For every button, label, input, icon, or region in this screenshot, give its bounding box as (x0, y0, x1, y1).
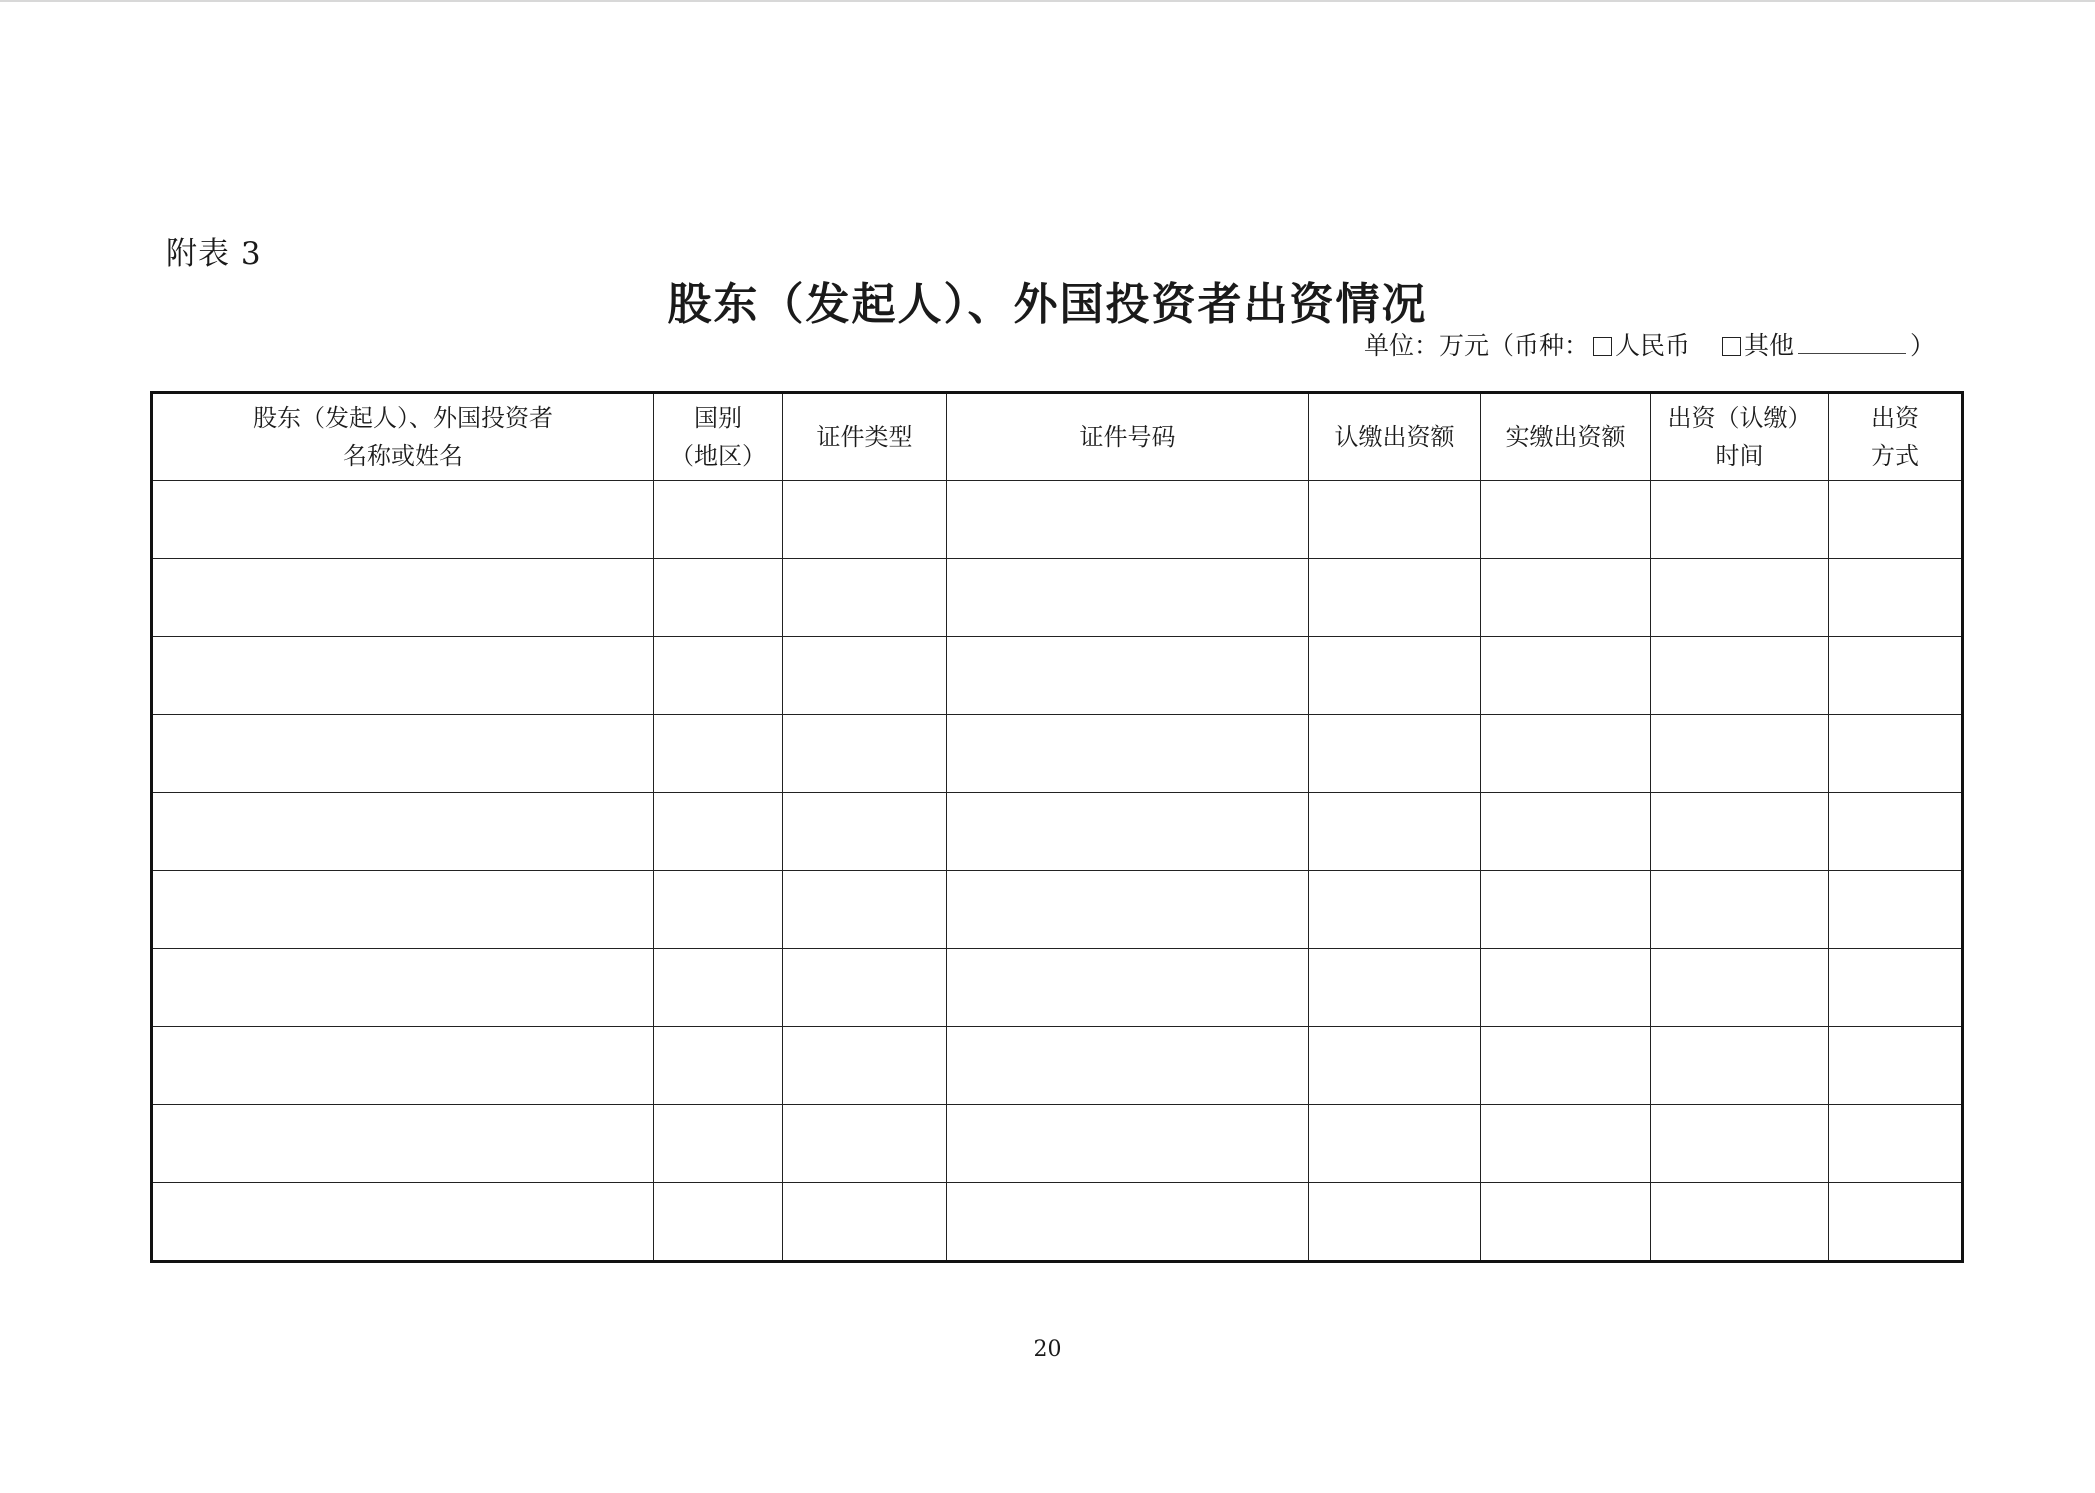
contribution-table (150, 391, 1964, 1263)
cell-shareholder-name[interactable] (152, 637, 654, 715)
cell-subscribed-amount[interactable] (1309, 1183, 1481, 1262)
cell-country[interactable] (654, 1183, 783, 1262)
unit-prefix: 单位：万元（币种： (1363, 331, 1589, 360)
table-row (152, 793, 1963, 871)
table-row (152, 871, 1963, 949)
table-row (152, 949, 1963, 1027)
cell-id-type[interactable] (783, 949, 947, 1027)
header-country: 国别 （地区） (654, 393, 783, 481)
cell-contribution-method[interactable] (1829, 1105, 1963, 1183)
cell-country[interactable] (654, 1027, 783, 1105)
cell-id-number[interactable] (947, 949, 1309, 1027)
cell-id-number[interactable] (947, 1183, 1309, 1262)
cell-subscribed-amount[interactable] (1309, 793, 1481, 871)
scan-edge (0, 0, 2095, 2)
cell-shareholder-name[interactable] (152, 559, 654, 637)
cell-id-number[interactable] (947, 481, 1309, 559)
cell-paid-amount[interactable] (1481, 481, 1651, 559)
cell-id-type[interactable] (783, 715, 947, 793)
header-contribution-method: 出资 方式 (1829, 393, 1963, 481)
header-id-number: 证件号码 (947, 393, 1309, 481)
cell-country[interactable] (654, 715, 783, 793)
cell-contribution-time[interactable] (1651, 715, 1829, 793)
cell-contribution-time[interactable] (1651, 1183, 1829, 1262)
page-number: 20 (1033, 1337, 1062, 1362)
cell-id-type[interactable] (783, 871, 947, 949)
cell-contribution-method[interactable] (1829, 1027, 1963, 1105)
cell-subscribed-amount[interactable] (1309, 715, 1481, 793)
table-row (152, 715, 1963, 793)
cell-contribution-time[interactable] (1651, 793, 1829, 871)
cell-id-type[interactable] (783, 481, 947, 559)
cell-paid-amount[interactable] (1481, 1105, 1651, 1183)
cell-subscribed-amount[interactable] (1309, 637, 1481, 715)
cell-subscribed-amount[interactable] (1309, 1027, 1481, 1105)
cell-paid-amount[interactable] (1481, 637, 1651, 715)
cell-paid-amount[interactable] (1481, 949, 1651, 1027)
cell-country[interactable] (654, 637, 783, 715)
unit-line (1364, 326, 1935, 362)
cell-contribution-time[interactable] (1651, 871, 1829, 949)
cell-country[interactable] (654, 559, 783, 637)
cell-paid-amount[interactable] (1481, 715, 1651, 793)
cell-id-number[interactable] (947, 715, 1309, 793)
cell-country[interactable] (654, 793, 783, 871)
cell-subscribed-amount[interactable] (1309, 559, 1481, 637)
cell-id-number[interactable] (947, 871, 1309, 949)
cell-contribution-time[interactable] (1651, 949, 1829, 1027)
header-paid-amount: 实缴出资额 (1481, 393, 1651, 481)
cell-subscribed-amount[interactable] (1309, 1105, 1481, 1183)
cell-id-type[interactable] (783, 637, 947, 715)
other-currency-blank[interactable] (1798, 331, 1906, 354)
cell-id-type[interactable] (783, 1105, 947, 1183)
table-row (152, 1105, 1963, 1183)
cell-paid-amount[interactable] (1481, 559, 1651, 637)
cell-id-type[interactable] (783, 1183, 947, 1262)
cell-shareholder-name[interactable] (152, 1027, 654, 1105)
page-title: 股东（发起人）、外国投资者出资情况 (667, 279, 1428, 330)
cell-id-number[interactable] (947, 637, 1309, 715)
cell-id-number[interactable] (947, 559, 1309, 637)
cell-id-type[interactable] (783, 559, 947, 637)
cell-country[interactable] (654, 1105, 783, 1183)
cell-subscribed-amount[interactable] (1309, 949, 1481, 1027)
cell-shareholder-name[interactable] (152, 871, 654, 949)
cell-contribution-method[interactable] (1829, 715, 1963, 793)
cell-id-number[interactable] (947, 793, 1309, 871)
cell-contribution-time[interactable] (1651, 1105, 1829, 1183)
cell-country[interactable] (654, 871, 783, 949)
header-subscribed-amount: 认缴出资额 (1309, 393, 1481, 481)
rmb-checkbox[interactable] (1593, 337, 1612, 356)
cell-shareholder-name[interactable] (152, 949, 654, 1027)
cell-country[interactable] (654, 481, 783, 559)
cell-contribution-method[interactable] (1829, 1183, 1963, 1262)
cell-id-number[interactable] (947, 1105, 1309, 1183)
table-row (152, 637, 1963, 715)
cell-contribution-method[interactable] (1829, 559, 1963, 637)
table-row (152, 559, 1963, 637)
cell-shareholder-name[interactable] (152, 481, 654, 559)
cell-contribution-time[interactable] (1651, 481, 1829, 559)
cell-id-type[interactable] (783, 793, 947, 871)
other-currency-label: 其他 (1743, 331, 1794, 360)
cell-contribution-method[interactable] (1829, 949, 1963, 1027)
cell-paid-amount[interactable] (1481, 1027, 1651, 1105)
cell-shareholder-name[interactable] (152, 1183, 654, 1262)
cell-contribution-method[interactable] (1829, 793, 1963, 871)
table-row (152, 1027, 1963, 1105)
table-row (152, 1183, 1963, 1262)
cell-contribution-time[interactable] (1651, 1027, 1829, 1105)
cell-country[interactable] (654, 949, 783, 1027)
rmb-label: 人民币 (1614, 331, 1690, 360)
table-body (152, 481, 1963, 1262)
unit-suffix: ） (1909, 331, 1935, 360)
cell-shareholder-name[interactable] (152, 1105, 654, 1183)
cell-paid-amount[interactable] (1481, 1183, 1651, 1262)
header-row (152, 393, 1963, 481)
cell-shareholder-name[interactable] (152, 715, 654, 793)
table-row (152, 481, 1963, 559)
cell-id-type[interactable] (783, 1027, 947, 1105)
cell-shareholder-name[interactable] (152, 793, 654, 871)
cell-contribution-method[interactable] (1829, 637, 1963, 715)
cell-contribution-method[interactable] (1829, 481, 1963, 559)
cell-subscribed-amount[interactable] (1309, 871, 1481, 949)
cell-contribution-method[interactable] (1829, 871, 1963, 949)
cell-id-number[interactable] (947, 1027, 1309, 1105)
appendix-label: 附表 3 (166, 236, 262, 272)
cell-paid-amount[interactable] (1481, 793, 1651, 871)
cell-paid-amount[interactable] (1481, 871, 1651, 949)
header-shareholder-name: 股东（发起人）、外国投资者 名称或姓名 (152, 393, 654, 481)
header-id-type: 证件类型 (783, 393, 947, 481)
other-currency-checkbox[interactable] (1722, 337, 1741, 356)
cell-contribution-time[interactable] (1651, 637, 1829, 715)
cell-subscribed-amount[interactable] (1309, 481, 1481, 559)
header-contribution-time: 出资（认缴） 时间 (1651, 393, 1829, 481)
cell-contribution-time[interactable] (1651, 559, 1829, 637)
